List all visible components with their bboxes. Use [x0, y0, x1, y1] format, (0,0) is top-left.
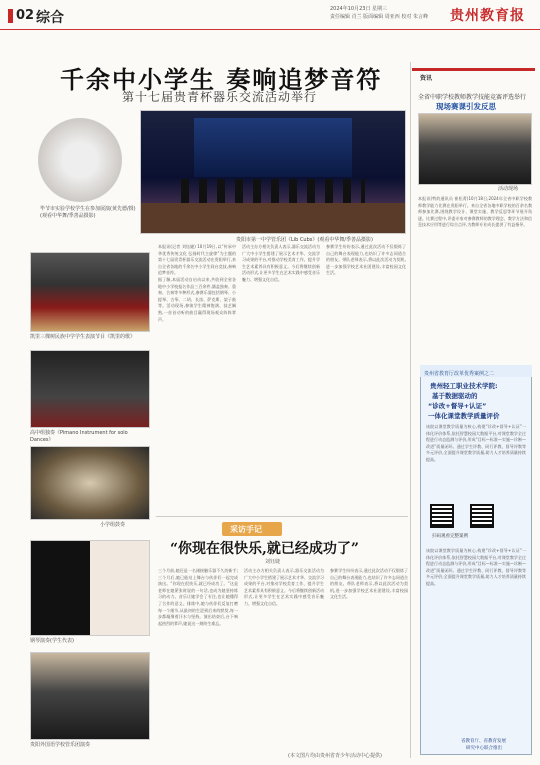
caption-soloist: 高中组独奏《Pimano Instrument for solo Dances》 [30, 430, 128, 443]
stage-screen [194, 118, 352, 177]
caption-dancers: 凯里三棵树民族中学学生表演节目《凯里的歌》 [30, 334, 136, 340]
caption-pianist: 钢琴演奏(学生代表) [30, 638, 74, 644]
circle-photo-performers [38, 118, 122, 202]
qr-code-right[interactable] [470, 504, 494, 528]
sidebar-kicker: 全省中职学校教师教学技能竞赛评选举行 [418, 94, 527, 101]
section-name: 综合 [36, 10, 64, 26]
case-study-kicker: 贵州省教育厅改革优秀案例之二 [424, 371, 495, 377]
feature-column-1 [158, 568, 238, 744]
feature-paragraph-end: 参赛学生纷纷表示,通过此次活动不仅锻炼了自己的舞台表现能力,也结识了许多志同道合的朋友。带队老师表示,将以此次活动为契机,进一步加强学校艺术社团建设,丰富校园文化生活。 [330, 568, 408, 600]
sidebar-body [418, 196, 532, 356]
issue-meta [330, 5, 450, 21]
body-paragraph-a: 据了解,本届活动自启动以来,共收到全省各地中小学校报名作品三百余件,涵盖独奏、重奏、合奏等多种形式,参赛乐器包括钢琴、小提琴、古筝、二胡、长笛、萨克斯、架子鼓等。活动现场,参演学生精神饱满、技艺娴熟,一首首动听的曲目赢得现场观众阵阵掌声。 [158, 276, 236, 322]
feature-quote-headline: “你现在很快乐,就已经成功了” [170, 541, 359, 557]
case-study-paragraph: 该院以课堂教学质量为核心,构建“诊改+督导+认证”一体化评价体系,依托智慧校园大数据平台,对课堂教学全过程进行动态监测与评价,形成“目标—标准—实施—诊断—改进”质量闭环。通过学生评教、同行评教、督导评教等多元评价,全面提升课堂教学质量,助力人才培养质量持续提高。 [426, 424, 526, 462]
case-study-paragraph-2: 该院以课堂教学质量为核心,构建“诊改+督导+认证”一体化评价体系,依托智慧校园大数据平台,对课堂教学全过程进行动态监测与评价,形成“目标—标准—实施—诊断—改进”质量闭环。通过学生评教、同行评教、督导评教等多元评价,全面提升课堂教学质量,助力人才培养质量持续提高。 [426, 548, 526, 586]
case-study-title-3: “诊改+督导+认证” [428, 402, 487, 410]
feature-author: 刘钰婕 [265, 559, 281, 565]
case-study-footer-1: 省教育厅、省教育发展 [461, 739, 506, 744]
case-study-footer-2: 研究中心联合推出 [466, 746, 502, 751]
caption-main-photo: 贵阳市第一中学管乐团《Lib Cubs》(观看中华舞/季善品摄影) [236, 237, 373, 243]
sidebar-tag-bar [412, 68, 535, 71]
photo-wind-band [30, 652, 150, 740]
body-paragraph-b: 活动主办方相关负责人表示,器乐交流活动为广大中小学生搭建了展示艺术才华、交流学习成果的平台,对推动学校美育工作、提升学生艺术素养具有积极意义。今后将继续创新活动形式,让更多学生在艺术实践中感受音乐魅力、增强文化自信。 [242, 244, 320, 282]
sidebar-rule [410, 62, 411, 758]
article-headline: 千余中小学生 奏响追梦音符 [60, 65, 383, 94]
caption-wind-band: 贵阳外国语学校管乐团演奏 [30, 742, 91, 748]
case-study-body [426, 424, 526, 500]
lead-paragraph: 本报讯(记者 刘钰婕) 10月19日,以“传承中华优秀传统文化 弘扬时代主旋律”为主题的第十七届贵青杯器乐交流活动在贵阳举行,来自全省各地的千余名中小学生同台竞技,奏响追梦音符。 [158, 244, 236, 276]
page-number: 02 [16, 8, 35, 23]
body-column-2 [242, 244, 320, 512]
stage-floor [141, 203, 405, 234]
body-column-1 [158, 244, 236, 512]
photo-credit-note: (本文图片均由贵州省青少年活动中心提供) [288, 753, 382, 759]
sidebar-photo-caption: 活动现场 [498, 186, 519, 192]
photo-drummer [30, 446, 150, 520]
sidebar-photo [418, 113, 532, 185]
editor-credits: 责任编辑 肖兰 版面编辑 周亚西 校对 朱言峰 [330, 14, 428, 20]
section-divider [156, 516, 408, 517]
qr-code-left[interactable] [430, 504, 454, 528]
caption-circle: 毕节市实验学校学生在参加展演(黄先德/摄)(观看中华舞/季善品摄影) [40, 206, 136, 219]
case-study-title-4: 一体化课堂教学质量评价 [428, 412, 500, 420]
photo-pianist [30, 540, 150, 636]
sidebar-title: 现场赛课引发反思 [436, 102, 496, 111]
feature-column-2 [244, 568, 324, 744]
case-study-title-2: 基于数据驱动的 [432, 392, 478, 400]
issue-date: 2024年10月23日 星期三 [330, 6, 388, 12]
feature-column-3 [330, 568, 408, 744]
caption-drummer: 小学组鼓奏 [100, 522, 126, 528]
masthead-logo: 贵州教育报 [450, 8, 525, 24]
sidebar-tag: 资讯 [420, 75, 433, 82]
page-number-badge [8, 9, 13, 23]
sidebar-paragraph: 本报讯(特约通讯员 崔松菁)10月18日,2024年全省中职学校教师教学能力比赛在贵阳举行。来自全省各地中职学校的百余名教师参加比赛,围绕教学设计、课堂实施、教学反思等环节展开角逐。比赛过程中,评委专家对参赛教师的教学理念、教学方法和信息技术应用等进行综合点评,为教师专业成长提供了有益指导。 [418, 196, 532, 228]
feature-label: 采访手记 [230, 525, 262, 534]
feature-paragraph-cont: 活动主办方相关负责人表示,器乐交流活动为广大中小学生搭建了展示艺术才华、交流学习成果的平台,对推动学校美育工作、提升学生艺术素养具有积极意义。今后将继续创新活动形式,让更多学生在艺术实践中感受音乐魅力、增强文化自信。 [244, 568, 324, 606]
case-study-body-2 [426, 548, 526, 728]
body-paragraph-c: 参赛学生纷纷表示,通过此次活动不仅锻炼了自己的舞台表现能力,也结识了许多志同道合的朋友。带队老师表示,将以此次活动为契机,进一步加强学校艺术社团建设,丰富校园文化生活。 [326, 244, 406, 276]
page-header [0, 0, 540, 30]
photo-orchestra-stage [140, 110, 406, 234]
photo-soloist [30, 350, 150, 428]
feature-paragraph: 三个月前,她还是一名刚接触乐器不久的新手;三个月后,她已能站上舞台与伙伴们一起完成演出。“你现在很快乐,就已经成功了。”这是老师在她紧张时说的一句话,也成为她坚持练习的动力。音乐让她学会了专注,也让她懂得了合作的意义。排练中,她与伙伴们反复打磨每一个细节,从最初的生涩到后来的默契,每一步都凝聚着汗水与坚持。演出结束后,台下响起热烈的掌声,她说这一刻终生难忘。 [158, 568, 238, 626]
photo-dancers [30, 252, 150, 332]
qr-caption: 扫码观看完整案例 [432, 534, 468, 539]
body-column-3 [326, 244, 406, 512]
article-subtitle: 第十七届贵青杯器乐交流活动举行 [122, 90, 318, 104]
case-study-title-1: 贵州轻工职业技术学院: [430, 382, 498, 390]
